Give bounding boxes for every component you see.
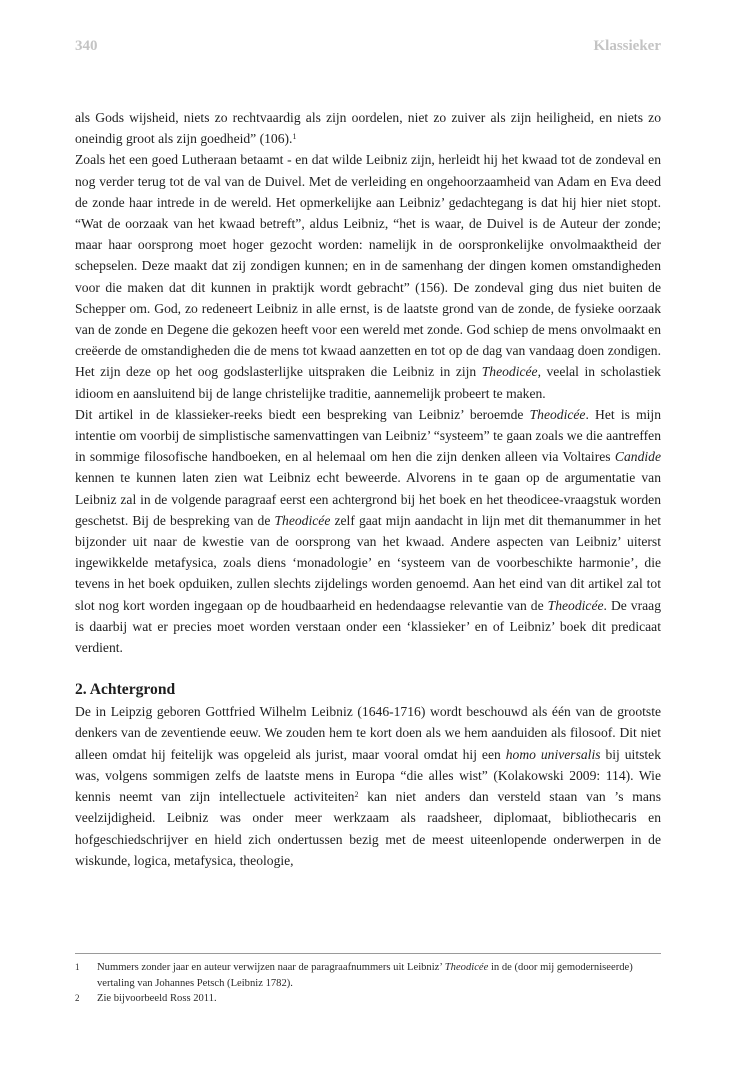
paragraph: Dit artikel in de klassieker-reeks biedt een bespreking van Leibniz’ beroemde Theodicée. Het is mijn intentie om voorbij de simplistische samenvattingen van Leibniz’ “systeem” te gaan zoals we die aantreffen in sommige filosofische handboeken, en al helemaal om hen die zijn denken alleen via Voltaires Candide kennen te kunnen laten zien wat Leibniz echt beweerde. Alvorens in te gaan op de argumentatie van Leibniz zal in de volgende paragraaf eerst een achtergrond bij het boek en het theodicee-vraagstuk worden geschetst. Bij de bespreking van de Theodicée zelf gaat mijn aandacht in lijn met dit themanummer in het bijzonder uit naar de kwestie van de oorsprong van het kwaad. Andere aspecten van Leibniz’ uiterst ingewikkelde metafysica, zoals diens ‘monadologie’ en ‘systeem van de voorbeschikte harmonie’, die tevens in het boek opduiken, zullen slechts zijdelings worden genoemd. Aan het eind van dit artikel zal tot slot nog kort worden ingegaan op de houdbaarheid en hedendaagse relevantie van de Theodicée. De vraag is daarbij wat er precies moet worden verstaan onder een ‘klassieker’ en of Leibniz’ boek dit predicaat verdient. — [75, 406, 661, 656]
italic-title: Theodicée — [529, 406, 586, 422]
paragraph: De in Leipzig geboren Gottfried Wilhelm Leibniz (1646-1716) wordt beschouwd als één van de grootste denkers van de zeventiende eeuw. We zouden hem te kort doen als we hem aanduiden als filosoof. Dit niet alleen omdat hij feitelijk was opgeleid als jurist, maar vooral omdat hij een homo universalis bij uitstek was, volgens sommigen zelfs de laatste mens in Europa “die alles wist” (Kolakowski 2009: 114). Wie kennis neemt van zijn intellectuele activiteiten$^2$ kan niet anders dan versteld staan van ’s mans veelzijdigheid. Leibniz was onder meer werkzaam als raadsheer, diplomaat, bibliothecaris en hofgeschiedschrijver en hield zich ondertussen bezig met de meest uiteenlopende onderwerpen in de wiskunde, logica, metafysica, theologie, — [75, 704, 662, 868]
italic-title: Theodicée — [444, 962, 489, 973]
footnote-number: 1 — [75, 962, 80, 972]
footnote-ref[interactable]: 2 — [354, 790, 359, 800]
footnote — [75, 991, 661, 1007]
footnote-text: Zie bijvoorbeeld Ross 2011. — [97, 993, 217, 1005]
paragraph: als Gods wijsheid, niets zo rechtvaardig als zijn oordelen, niet zo zuiver als zijn heiligheid, en niets zo oneindig groot als zijn goedheid” (106).$^1$ — [75, 110, 661, 147]
italic-title: Theodicée — [547, 597, 604, 613]
footnote-rule — [75, 953, 661, 954]
italic-title: Theodicée — [274, 512, 331, 528]
section-heading: 2. Achtergrond — [75, 681, 176, 699]
footnote-text: Nummers zonder jaar en auteur verwijzen naar de paragraafnummers uit Leibniz’ Theodicée in de (door mij gemoderniseerde) vertaling van Johannes Petsch (Leibniz 1782). — [97, 962, 633, 989]
italic-title: Theodicée — [481, 364, 538, 380]
running-title: Klassieker — [593, 38, 661, 54]
body-text — [75, 107, 661, 871]
page-number: 340 — [75, 38, 98, 54]
italic-title: homo universalis — [505, 746, 601, 762]
paragraph: Zoals het een goed Lutheraan betaamt - en dat wilde Leibniz zijn, herleidt hij het kwaad tot de zondeval en nog verder terug tot de val van de Duivel. Met de verleiding en ongehoorzaamheid van Adam en Eva deed de zonde haar intrede in de wereld. Het opmerkelijke aan Leibniz’ gedachtegang is dat hij hier niet stopt. “Wat de oorzaak van het kwaad betreft”, aldus Leibniz, “het is waar, de Duivel is de Auteur der zonde; maar haar oorsprong moet hoger gezocht worden: namelijk in de oorspronkelijke onvolmaaktheid der schepselen. Deze maakt dat zij zondigen kunnen; en in de samenhang der dingen komen omstandigheden voor die maken dat dit kunnen in praktijk wordt gebracht” (156). De zondeval ging dus niet buiten de Schepper om. God, zo redeneert Leibniz in alle ernst, is de laatste grond van de zonde, de fysieke oorzaak van de zonde en Degene die gekozen heeft voor een wereld met zonde. God schiep de mens onvolmaakt en creëerde de omstandigheden die de mens tot kwaad aanzetten en tot op de dag van vandaag doen zondigen. Het zijn deze op het oog godslasterlijke uitspraken die Leibniz in zijn Theodicée, veelal in scholastiek idioom en aansluitend bij de lange christelijke traditie, aannemelijk probeert te maken. — [75, 152, 661, 401]
footnote — [75, 960, 661, 991]
footnote-number: 2 — [75, 993, 80, 1004]
running-header — [75, 38, 661, 62]
footnotes — [75, 953, 661, 1007]
italic-title: Candide — [614, 449, 661, 465]
footnote-ref[interactable]: 1 — [292, 132, 297, 142]
